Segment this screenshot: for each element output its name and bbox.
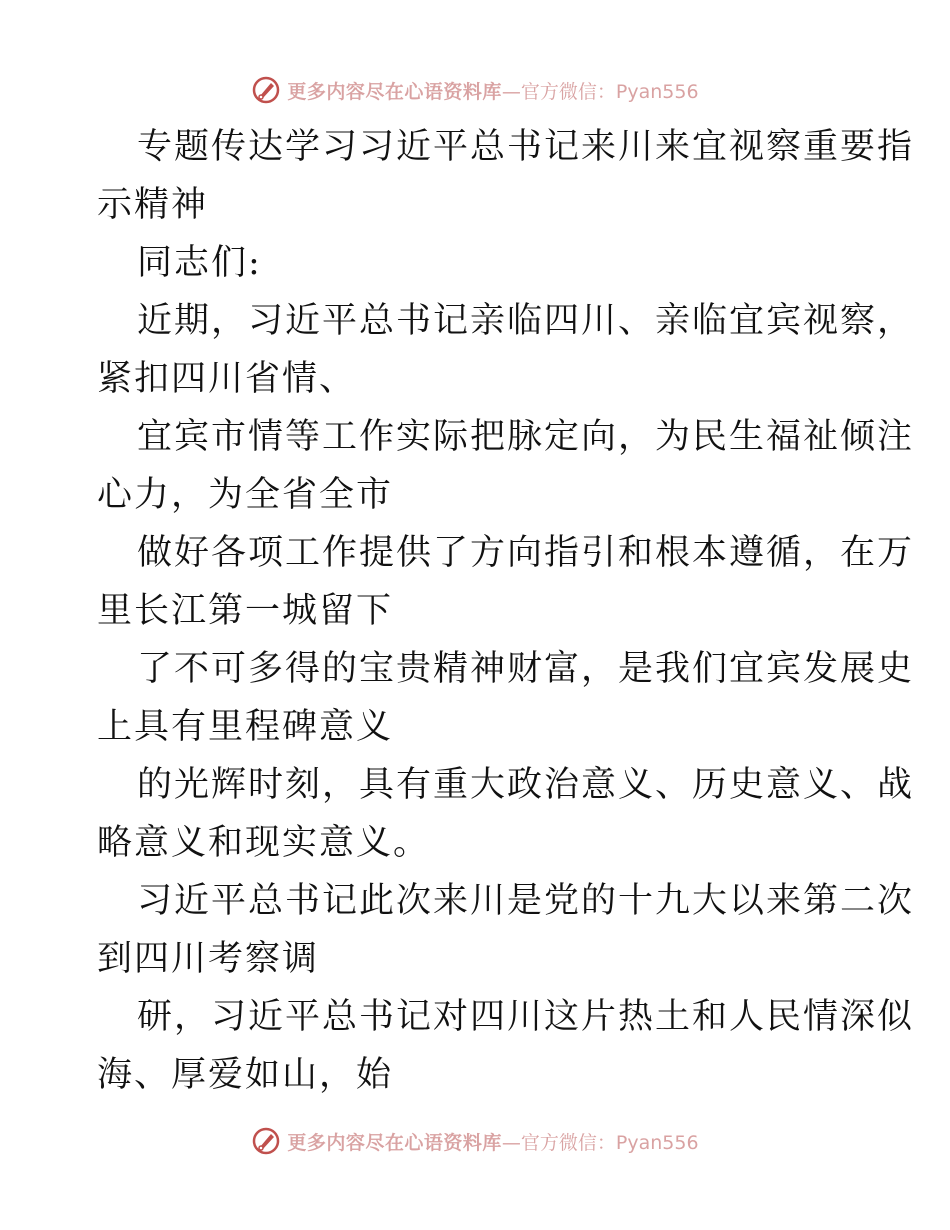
paragraph-line: 海、厚爱如山，始	[97, 1055, 394, 1095]
banner-main-text: 更多内容尽在心语资料库	[287, 1131, 502, 1154]
paragraph-line: 习近平总书记此次来川是党的十九大以来第二次	[137, 881, 915, 921]
paragraph-line: 的光辉时刻，具有重大政治意义、历史意义、战	[137, 765, 915, 805]
paragraph-line: 做好各项工作提供了方向指引和根本遵循，在万	[137, 533, 915, 573]
footer-watermark-banner	[0, 1121, 950, 1161]
paragraph-line: 近期，习近平总书记亲临四川、亲临宜宾视察，	[137, 301, 915, 341]
banner-main-text: 更多内容尽在心语资料库	[287, 80, 502, 103]
paragraph-line: 宜宾市情等工作实际把脉定向，为民生福祉倾注	[137, 417, 915, 457]
pen-logo-icon	[251, 75, 281, 105]
paragraph-line: 了不可多得的宝贵精神财富，是我们宜宾发展史	[137, 649, 915, 689]
banner-sub-text: —官方微信：Pyan556	[501, 80, 699, 103]
banner-sub-text: —官方微信：Pyan556	[501, 1131, 699, 1154]
paragraph-line: 心力，为全省全市	[97, 475, 394, 515]
paragraph-line: 研，习近平总书记对四川这片热土和人民情深似	[137, 997, 915, 1037]
pen-logo-icon	[251, 1126, 281, 1156]
paragraph-line: 上具有里程碑意义	[97, 707, 394, 747]
paragraph-line: 到四川考察调	[97, 939, 320, 979]
paragraph-line: 紧扣四川省情、	[97, 359, 357, 399]
paragraph-line: 里长江第一城留下	[97, 591, 394, 631]
document-body	[97, 118, 915, 1104]
doc-title-line-2: 示精神	[97, 185, 209, 225]
doc-title-line-1: 专题传达学习习近平总书记来川来宜视察重要指	[137, 127, 915, 167]
header-watermark-banner	[0, 70, 950, 110]
paragraph-line: 略意义和现实意义。	[97, 823, 431, 863]
salutation-line: 同志们:	[137, 243, 262, 283]
